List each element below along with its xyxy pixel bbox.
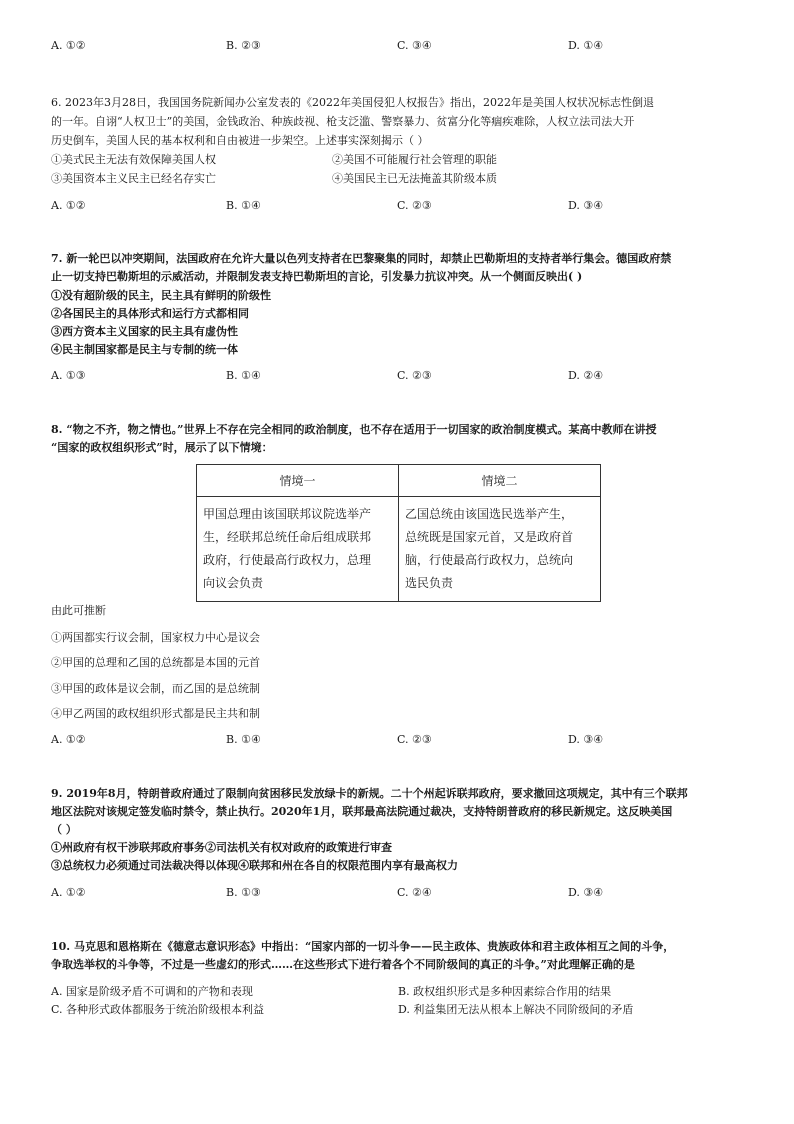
option-c[interactable]: C. ②③ <box>397 369 432 382</box>
statement-3: ③甲国的政体是议会制，而乙国的是总统制 <box>51 682 260 695</box>
option-c[interactable]: C. ②③ <box>397 733 432 746</box>
question-text-line: 8. “物之不齐，物之情也。”世界上不存在完全相同的政治制度，也不存在适用于一切国家的政治制度模式。某高中教师在讲授 <box>51 423 657 436</box>
table-cell-scenario-2: 乙国总统由该国选民选举产生， 总统既是国家元首，又是政府首 脑，行使最高行政权力，总统向 选民负责 <box>399 497 601 602</box>
q5-options <box>51 39 751 53</box>
question-text-line: 6. 2023年3月28日，我国国务院新闻办公室发表的《2022年美国侵犯人权报告》指出，2022年是美国人权状况标志性倒退 <box>51 96 654 109</box>
statements-line-1: ①州政府有权干涉联邦政府事务②司法机关有权对政府的政策进行审查 <box>51 841 392 854</box>
statement-1: ①没有超阶级的民主，民主具有鲜明的阶级性 <box>51 289 271 302</box>
statement-2: ②美国不可能履行社会管理的职能 <box>332 153 497 166</box>
scenario-table <box>196 464 601 602</box>
option-b[interactable]: B. ②③ <box>226 39 261 52</box>
statement-3: ③西方资本主义国家的民主具有虚伪性 <box>51 325 238 338</box>
option-d[interactable]: D. ①④ <box>568 39 604 52</box>
option-c[interactable]: C. 各种形式政体都服务于统治阶级根本利益 <box>51 1003 265 1016</box>
option-b[interactable]: B. 政权组织形式是多种因素综合作用的结果 <box>398 985 612 998</box>
question-text-line: 止一切支持巴勒斯坦的示威活动，并限制发表支持巴勒斯坦的言论，引发暴力抗议冲突。从一个侧面反映出( ) <box>51 270 583 283</box>
option-d[interactable]: D. 利益集团无法从根本上解决不同阶级间的矛盾 <box>398 1003 634 1016</box>
q7-options <box>51 369 751 383</box>
option-c[interactable]: C. ②③ <box>397 199 432 212</box>
option-a[interactable]: A. ①③ <box>51 369 86 382</box>
question-text-line: “国家的政权组织形式”时，展示了以下情境： <box>51 441 273 454</box>
option-d[interactable]: D. ③④ <box>568 886 604 899</box>
q6-options <box>51 199 751 213</box>
inference-label: 由此可推断 <box>51 604 106 617</box>
question-text-line: 10. 马克思和恩格斯在《德意志意识形态》中指出：“国家内部的一切斗争——民主政体、贵族政体和君主政体相互之间的斗争， <box>51 940 675 953</box>
option-b[interactable]: B. ①③ <box>226 886 261 899</box>
q9-options <box>51 886 751 900</box>
question-text-line: 地区法院对该规定签发临时禁令，禁止执行。2020年1月，联邦最高法院通过裁决，支持特朗普政府的移民新规定。这反映美国 <box>51 805 673 818</box>
table-header-1: 情境一 <box>197 465 399 497</box>
answer-bracket: （ ） <box>51 823 77 836</box>
question-text-line: 历史倒车，美国人民的基本权利和自由被进一步架空。上述事实深刻揭示（ ） <box>51 134 429 147</box>
option-a[interactable]: A. ①② <box>51 886 86 899</box>
option-c[interactable]: C. ②④ <box>397 886 432 899</box>
statements-line-2: ③总统权力必须通过司法裁决得以体现④联邦和州在各自的权限范围内享有最高权力 <box>51 859 458 872</box>
option-a[interactable]: A. ①② <box>51 199 86 212</box>
statement-4: ④美国民主已无法掩盖其阶级本质 <box>332 172 497 185</box>
question-text-line: 的一年。自诩“人权卫士”的美国，金钱政治、种族歧视、枪支泛滥、警察暴力、贫富分化等痼疾难除，人权立法司法大开 <box>51 115 635 128</box>
option-b[interactable]: B. ①④ <box>226 733 261 746</box>
option-d[interactable]: D. ③④ <box>568 733 604 746</box>
statement-4: ④民主制国家都是民主与专制的统一体 <box>51 343 238 356</box>
option-a[interactable]: A. 国家是阶级矛盾不可调和的产物和表现 <box>51 985 253 998</box>
option-d[interactable]: D. ③④ <box>568 199 604 212</box>
option-a[interactable]: A. ①② <box>51 39 86 52</box>
table-header-2: 情境二 <box>399 465 601 497</box>
question-text-line: 9. 2019年8月，特朗普政府通过了限制向贫困移民发放绿卡的新规。二十个州起诉联邦政府，要求撤回这项规定，其中有三个联邦 <box>51 787 688 800</box>
question-text-line: 7. 新一轮巴以冲突期间，法国政府在允许大量以色列支持者在巴黎聚集的同时，却禁止巴勒斯坦的支持者举行集会。德国政府禁 <box>51 252 672 265</box>
table-cell-scenario-1: 甲国总理由该国联邦议院选举产 生，经联邦总统任命后组成联邦 政府，行使最高行政权力，总理 向议会负责 <box>197 497 399 602</box>
statement-4: ④甲乙两国的政权组织形式都是民主共和制 <box>51 707 260 720</box>
option-b[interactable]: B. ①④ <box>226 369 261 382</box>
statement-2: ②甲国的总理和乙国的总统都是本国的元首 <box>51 656 260 669</box>
statement-1: ①美式民主无法有效保障美国人权 <box>51 153 216 166</box>
q8-options <box>51 733 751 747</box>
statement-2: ②各国民主的具体形式和运行方式都相同 <box>51 307 249 320</box>
option-a[interactable]: A. ①② <box>51 733 86 746</box>
statement-1: ①两国都实行议会制，国家权力中心是议会 <box>51 631 260 644</box>
option-d[interactable]: D. ②④ <box>568 369 604 382</box>
option-b[interactable]: B. ①④ <box>226 199 261 212</box>
statement-3: ③美国资本主义民主已经名存实亡 <box>51 172 216 185</box>
question-text-line: 争取选举权的斗争等，不过是一些虚幻的形式……在这些形式下进行着各个不同阶级间的真正的斗争。”对此理解正确的是 <box>51 958 635 971</box>
option-c[interactable]: C. ③④ <box>397 39 432 52</box>
